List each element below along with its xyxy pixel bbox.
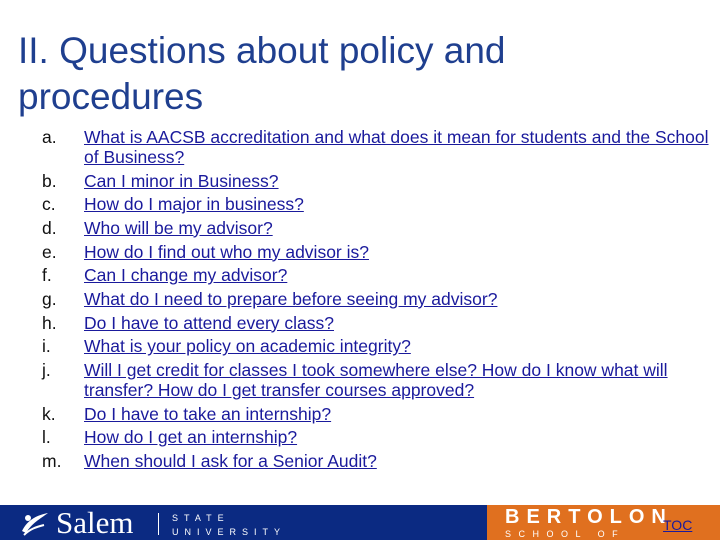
toc-link[interactable]: TOC	[663, 517, 693, 533]
question-link-major[interactable]: How do I major in business?	[84, 194, 304, 215]
state-wordmark: STATE	[172, 513, 230, 523]
list-item	[42, 451, 712, 471]
list-item	[42, 289, 712, 309]
salem-torch-icon	[18, 509, 50, 537]
question-link-get-internship[interactable]: How do I get an internship?	[84, 427, 298, 448]
list-item	[42, 360, 712, 400]
item-letter: e.	[42, 241, 57, 262]
question-link-change-advisor[interactable]: Can I change my advisor?	[84, 265, 288, 286]
question-link-transfer[interactable]: Will I get credit for classes I took somewhere else? How do I know what will transfer? How do I get transfer courses approved?	[84, 360, 668, 400]
item-letter: d.	[42, 217, 57, 238]
item-letter: i.	[42, 336, 51, 357]
slide-title: II. Questions about policy and procedures	[18, 30, 506, 117]
question-link-find-advisor[interactable]: How do I find out who my advisor is?	[84, 241, 369, 262]
questions-list	[42, 127, 712, 475]
logo-divider	[158, 513, 159, 535]
list-item	[42, 313, 712, 333]
item-letter: c.	[42, 194, 56, 215]
question-link-prepare[interactable]: What do I need to prepare before seeing my advisor?	[84, 288, 498, 309]
list-item	[42, 171, 712, 191]
item-letter: j.	[42, 360, 51, 380]
question-link-aacsb[interactable]: What is AACSB accreditation and what does it mean for students and the School of Business?	[84, 127, 709, 167]
item-letter: a.	[42, 127, 57, 147]
question-link-minor[interactable]: Can I minor in Business?	[84, 170, 279, 191]
item-letter: b.	[42, 170, 57, 191]
list-item	[42, 194, 712, 214]
item-letter: l.	[42, 427, 51, 448]
item-letter: g.	[42, 288, 57, 309]
item-letter: k.	[42, 403, 56, 424]
university-wordmark: UNIVERSITY	[172, 527, 287, 537]
list-item	[42, 404, 712, 424]
list-item	[42, 242, 712, 262]
list-item	[42, 336, 712, 356]
question-link-integrity[interactable]: What is your policy on academic integrity?	[84, 336, 411, 357]
salem-wordmark: Salem	[56, 505, 134, 540]
footer-bar	[0, 505, 720, 549]
bertolon-wordmark: BERTOLON	[505, 506, 673, 528]
school-of-business-wordmark: SCHOOL OF BUSINESS	[505, 529, 626, 549]
item-letter: f.	[42, 265, 52, 286]
question-link-senior-audit[interactable]: When should I ask for a Senior Audit?	[84, 450, 377, 471]
question-link-internship-required[interactable]: Do I have to take an internship?	[84, 403, 332, 424]
list-item	[42, 218, 712, 238]
list-item	[42, 127, 712, 167]
item-letter: m.	[42, 450, 62, 471]
item-letter: h.	[42, 312, 57, 333]
list-item	[42, 427, 712, 447]
question-link-who-advisor[interactable]: Who will be my advisor?	[84, 217, 273, 238]
question-link-attendance[interactable]: Do I have to attend every class?	[84, 312, 334, 333]
list-item	[42, 265, 712, 285]
salem-state-banner	[0, 505, 487, 540]
